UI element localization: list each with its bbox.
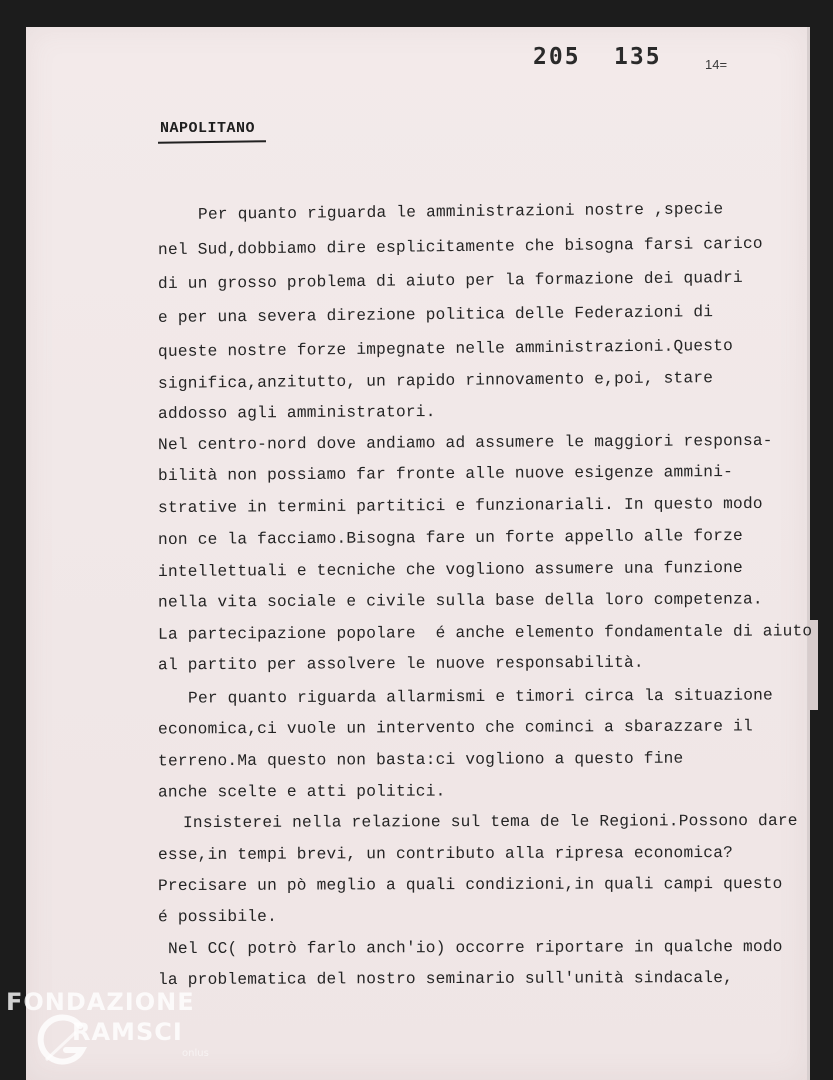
text-line: la problematica del nostro seminario sull'unità sindacale, — [157, 968, 734, 990]
text-line: Nel CC( potrò farlo anch'io) occorre riportare in qualche modo — [167, 937, 783, 959]
text-line: Insisterei nella relazione sul tema de le Regioni.Possono dare — [182, 811, 798, 833]
archive-number-second: 135 — [614, 44, 662, 70]
text-line: La partecipazione popolare é anche elemento fondamentale di aiuto — [157, 622, 813, 644]
text-line: strative in termini partitici e funzionariali. In questo modo — [157, 494, 763, 518]
text-line: queste nostre forze impegnate nelle amministrazioni.Questo — [157, 336, 734, 362]
text-line: economica,ci vuole un intervento che cominci a sbarazzare il — [157, 717, 753, 739]
text-line: anche scelte e atti politici. — [157, 782, 446, 802]
watermark-onlus: onlus — [182, 1048, 209, 1059]
text-line: significa,anzitutto, un rapido rinnovamento e,poi, stare — [157, 369, 714, 393]
watermark-line1: FONDAZIONE — [6, 988, 195, 1016]
text-line: nella vita sociale e civile sulla base della loro competenza. — [157, 590, 763, 612]
page-number-note: 14= — [705, 57, 728, 72]
text-line: Nel centro-nord dove andiamo ad assumere le maggiori responsa- — [157, 431, 773, 455]
text-line: nel Sud,dobbiamo dire esplicitamente che bisogna farsi carico — [157, 234, 763, 260]
text-line: Per quanto riguarda le amministrazioni nostre ,specie — [197, 200, 724, 224]
paper-sheet — [26, 27, 813, 1080]
text-line: di un grosso problema di aiuto per la formazione dei quadri — [157, 268, 744, 294]
text-line: é possibile. — [157, 907, 278, 927]
text-line: bilità non possiamo far fronte alle nuove esigenze ammini- — [157, 462, 734, 486]
archive-number-first: 205 — [533, 44, 581, 70]
text-line: al partito per assolvere le nuove responsabilità. — [157, 653, 644, 675]
text-line: terreno.Ma questo non basta:ci vogliono a questo fine — [157, 749, 684, 771]
text-line: intellettuali e tecniche che vogliono assumere una funzione — [157, 558, 743, 582]
document-heading: NAPOLITANO — [160, 120, 256, 137]
watermark-line2: RAMSCI — [72, 1018, 183, 1046]
text-line: e per una severa direzione politica delle Federazioni di — [157, 303, 714, 327]
text-line: non ce la facciamo.Bisogna fare un forte appello alle forze — [157, 526, 743, 550]
text-line: esse,in tempi brevi, un contributo alla ripresa economica? — [157, 843, 734, 865]
text-line: Per quanto riguarda allarmismi e timori circa la situazione — [187, 686, 773, 708]
text-line: addosso agli amministratori. — [157, 403, 436, 423]
text-line: Precisare un pò meglio a quali condizioni,in quali campi questo — [157, 874, 783, 896]
